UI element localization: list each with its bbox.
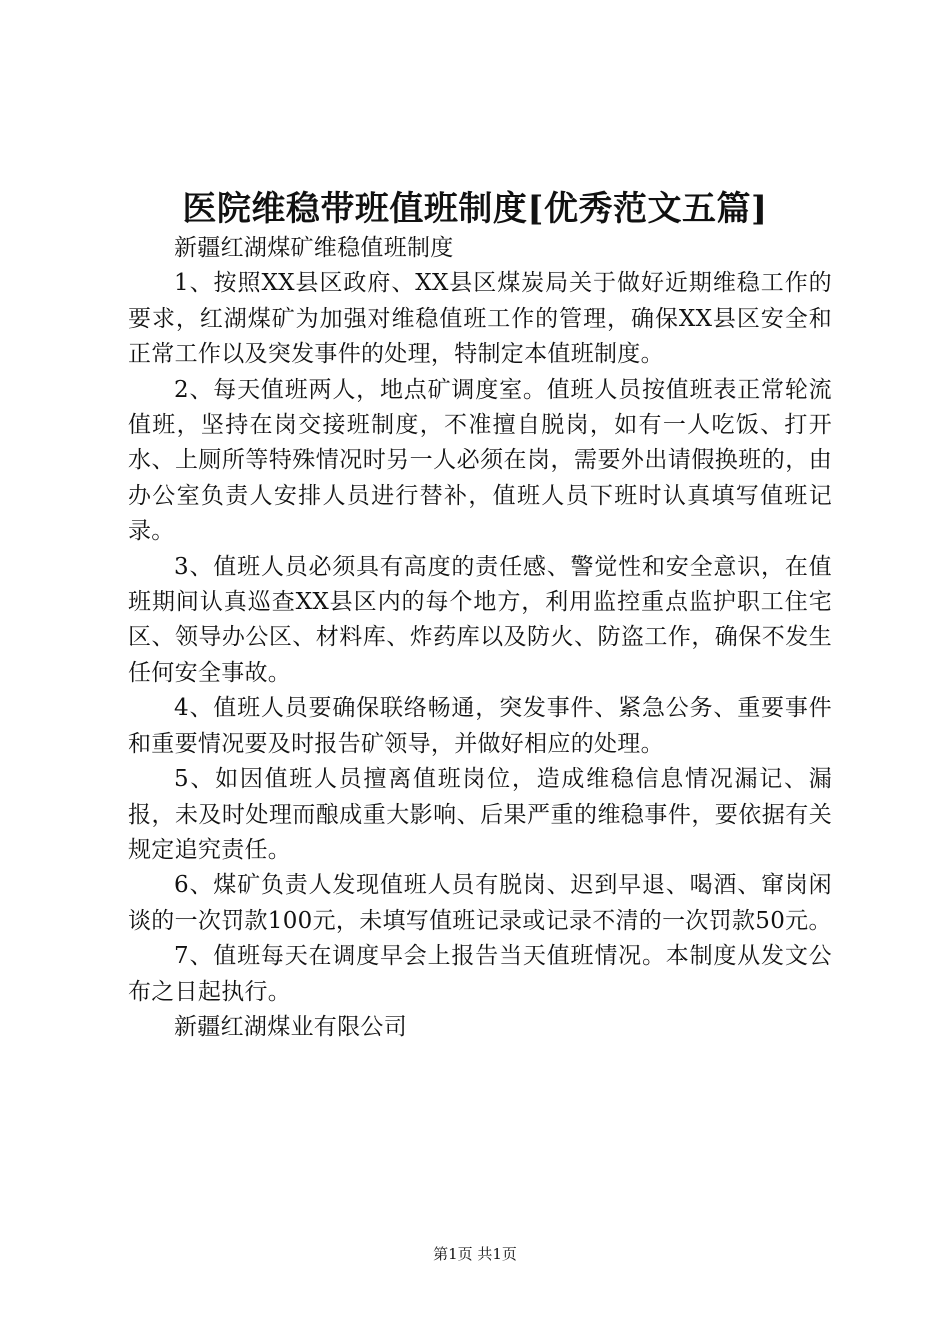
paragraph-item-5: 5、如因值班人员擅离值班岗位，造成维稳信息情况漏记、漏报，未及时处理而酿成重大影响、后果严重的维稳事件，要依据有关规定追究责任。 (128, 766, 832, 863)
paragraph-item-3: 3、值班人员必须具有高度的责任感、警觉性和安全意识，在值班期间认真巡查XX县区内的每个地方，利用监控重点监护职工住宅区、领导办公区、材料库、炸药库以及防火、防盗工作，确保不发生任何安全事故。 (128, 553, 832, 686)
paragraph-item-7: 7、值班每天在调度早会上报告当天值班情况。本制度从发文公布之日起执行。 (128, 943, 832, 1005)
paragraph-item-6: 6、煤矿负责人发现值班人员有脱岗、迟到早退、喝酒、窜岗闲谈的一次罚款100元，未填写值班记录或记录不清的一次罚款50元。 (128, 872, 832, 934)
document-body (128, 231, 832, 1045)
paragraph-signature: 新疆红湖煤业有限公司 (174, 1013, 407, 1040)
paragraph-item-4: 4、值班人员要确保联络畅通，突发事件、紧急公务、重要事件和重要情况要及时报告矿领导，并做好相应的处理。 (128, 695, 832, 757)
paragraph-item-2: 2、每天值班两人，地点矿调度室。值班人员按值班表正常轮流值班，坚持在岗交接班制度，不准擅自脱岗，如有一人吃饭、打开水、上厕所等特殊情况时另一人必须在岗，需要外出请假换班的，由办公室负责人安排人员进行替补，值班人员下班时认真填写值班记录。 (128, 376, 832, 545)
paragraph-item-1: 1、按照XX县区政府、XX县区煤炭局关于做好近期维稳工作的要求，红湖煤矿为加强对维稳值班工作的管理，确保XX县区安全和正常工作以及突发事件的处理，特制定本值班制度。 (128, 270, 832, 368)
paragraph-heading: 新疆红湖煤矿维稳值班制度 (174, 235, 454, 261)
page-number-footer: 第1页 共1页 (433, 1245, 517, 1263)
document-title: 医院维稳带班值班制度[优秀范文五篇] (182, 189, 768, 229)
